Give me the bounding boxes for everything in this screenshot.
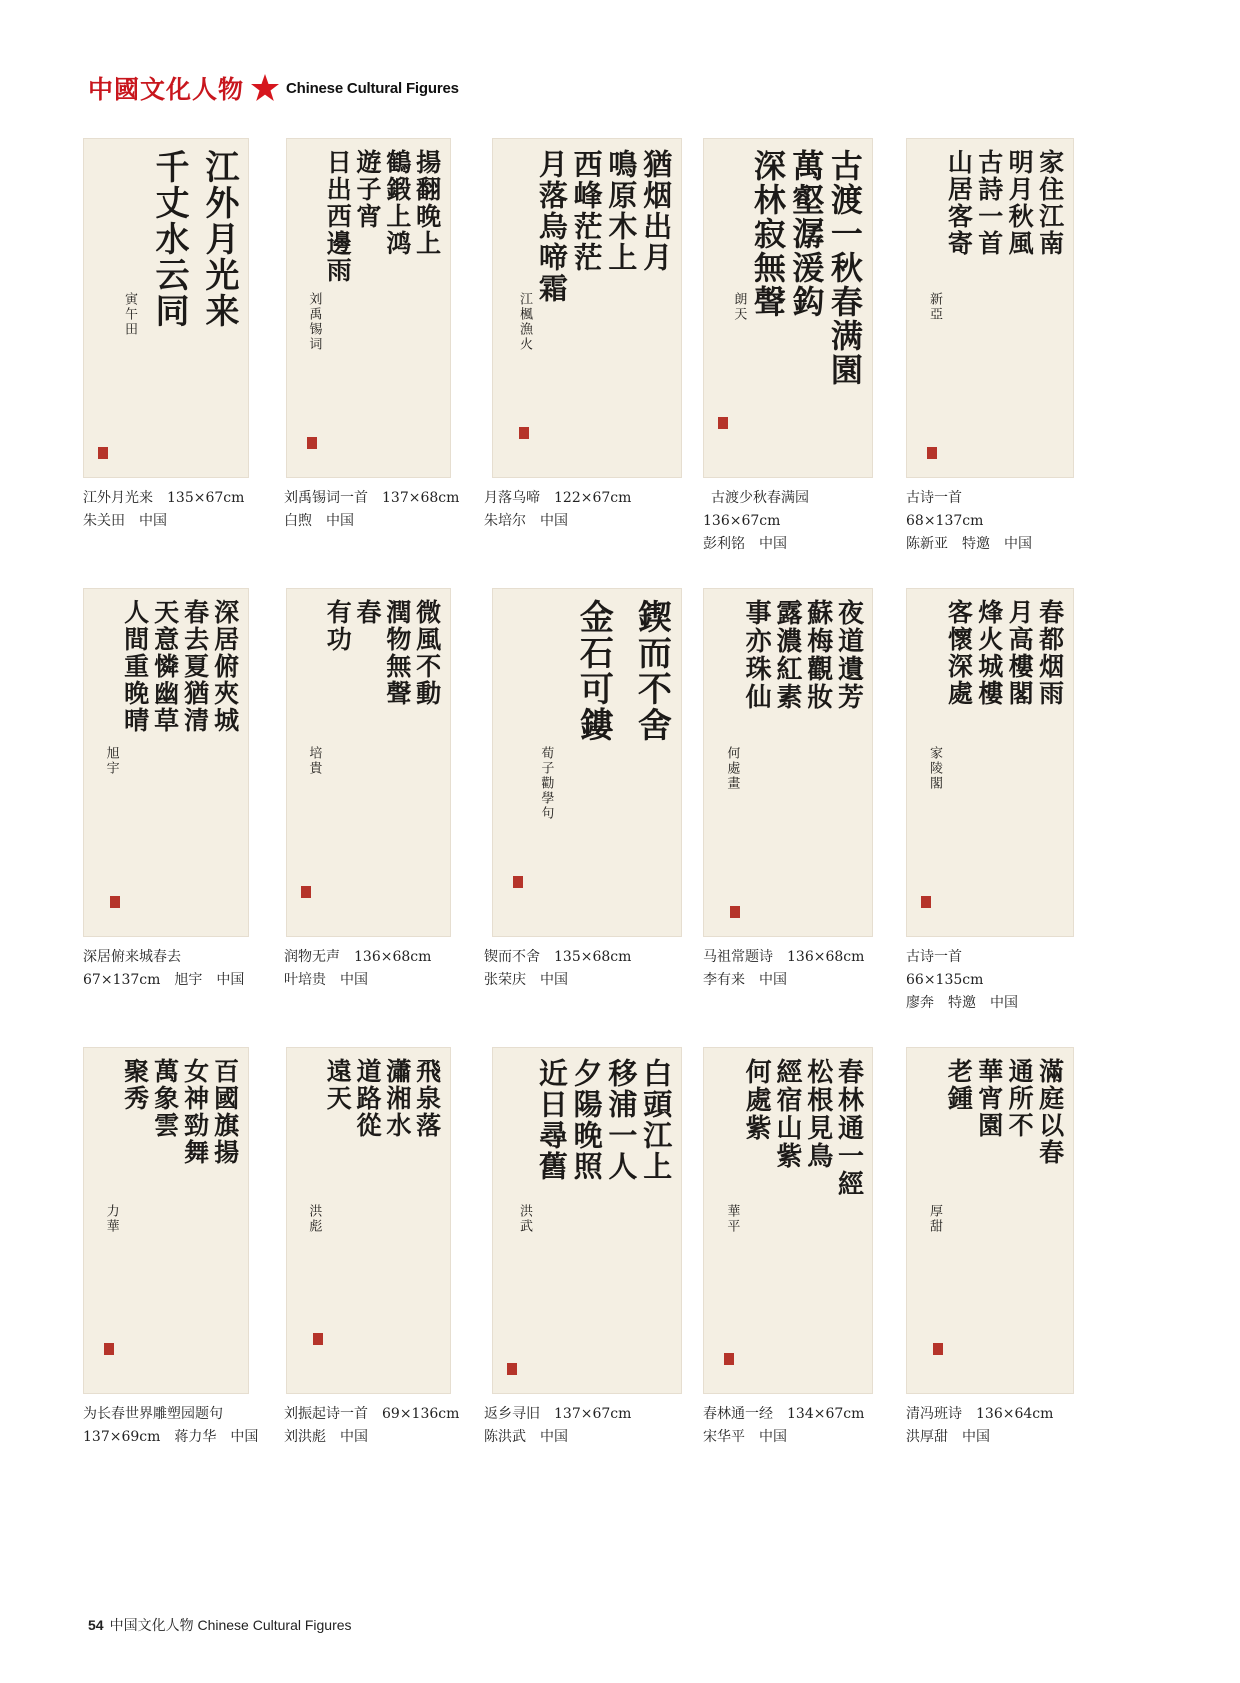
calligraphy-column: 百國旗揚 xyxy=(210,1058,240,1166)
artwork-caption-line xyxy=(703,968,787,992)
artwork-caption-line xyxy=(83,486,244,510)
calligraphy-signature: 旭宇 xyxy=(103,746,119,777)
calligraphy-scroll-image xyxy=(492,138,682,478)
artwork-caption-line xyxy=(484,486,631,510)
calligraphy-column: 鳴原木上 xyxy=(604,149,639,273)
artwork-caption-line xyxy=(906,1425,990,1449)
artwork-caption-line xyxy=(703,1402,864,1426)
calligraphy-column: 鍥而不舍 xyxy=(631,599,672,743)
calligraphy-column: 瀟湘水 xyxy=(382,1058,412,1139)
calligraphy-scroll-image xyxy=(286,138,451,478)
calligraphy-column: 蘇梅觀妝 xyxy=(802,599,833,711)
artist-country: 中国 xyxy=(759,536,787,552)
calligraphy-scroll-image xyxy=(83,1047,249,1394)
artwork-title: 润物无声 xyxy=(284,949,340,965)
red-seal-stamp xyxy=(98,447,108,459)
artist-note: 特邀 xyxy=(962,536,990,552)
artist-country: 中国 xyxy=(340,1429,368,1445)
artwork-size: 67×137cm xyxy=(83,972,161,988)
artist-name: 白煦 xyxy=(284,513,312,529)
artwork-caption-line xyxy=(703,509,780,533)
calligraphy-column: 猶烟出月 xyxy=(639,149,674,273)
calligraphy-column: 江外月光来 xyxy=(199,149,239,329)
artist-name: 张荣庆 xyxy=(484,972,526,988)
artwork-size: 68×137cm xyxy=(906,513,984,529)
artist-name: 宋华平 xyxy=(703,1429,745,1445)
artwork-title: 清冯班诗 xyxy=(906,1406,962,1422)
calligraphy-column: 事亦珠仙 xyxy=(741,599,772,711)
artwork-size: 122×67cm xyxy=(554,490,632,506)
calligraphy-scroll-image xyxy=(906,588,1074,937)
calligraphy-column: 夕陽晚照 xyxy=(569,1058,604,1182)
artist-country: 中国 xyxy=(540,1429,568,1445)
calligraphy-signature: 江楓漁火 xyxy=(517,292,533,352)
artwork-caption-line xyxy=(906,509,983,533)
artist-note: 特邀 xyxy=(948,995,976,1011)
artwork-caption-line xyxy=(284,509,354,533)
artwork-title: 古诗一首 xyxy=(906,949,962,965)
red-seal-stamp xyxy=(730,906,740,918)
calligraphy-signature: 荀子勸學句 xyxy=(538,746,554,822)
red-seal-stamp xyxy=(313,1333,323,1345)
footer-text: 中国文化人物 Chinese Cultural Figures xyxy=(109,1617,352,1633)
artwork-size: 66×135cm xyxy=(906,972,984,988)
calligraphy-column: 春林通一經 xyxy=(833,1058,864,1198)
calligraphy-column: 飛泉落 xyxy=(412,1058,442,1139)
artist-country: 中国 xyxy=(540,972,568,988)
artwork-title: 古诗一首 xyxy=(906,490,962,506)
artist-name: 陈新亚 xyxy=(906,536,948,552)
calligraphy-signature: 何處畫 xyxy=(724,746,740,792)
artwork-caption-line xyxy=(484,1425,568,1449)
artwork-title: 刘振起诗一首 xyxy=(284,1406,368,1422)
calligraphy-scroll-image xyxy=(703,588,873,937)
artist-name: 陈洪武 xyxy=(484,1429,526,1445)
calligraphy-column: 老鍾 xyxy=(944,1058,974,1112)
artwork-size: 136×68cm xyxy=(787,949,865,965)
artist-name: 蒋力华 xyxy=(174,1429,217,1445)
calligraphy-column: 萬象雲 xyxy=(150,1058,180,1139)
artist-country: 中国 xyxy=(1004,536,1032,552)
artwork-title: 江外月光来 xyxy=(83,490,153,506)
artist-country: 中国 xyxy=(759,1429,787,1445)
calligraphy-column: 明月秋風 xyxy=(1005,149,1035,257)
calligraphy-signature: 力華 xyxy=(103,1204,119,1235)
artwork-size: 137×67cm xyxy=(554,1406,632,1422)
calligraphy-column: 揚翻晚上 xyxy=(412,149,442,257)
artwork-caption-line xyxy=(703,532,787,556)
artwork-title: 马祖常题诗 xyxy=(703,949,773,965)
artwork-caption-line xyxy=(83,968,244,992)
artwork-caption-line xyxy=(906,991,1018,1015)
artist-country: 中国 xyxy=(990,995,1018,1011)
artwork-size: 137×68cm xyxy=(382,490,460,506)
calligraphy-scroll-image xyxy=(906,138,1074,478)
calligraphy-signature: 刘禹锡词 xyxy=(306,292,322,352)
artwork-title: 刘禹锡词一首 xyxy=(284,490,368,506)
calligraphy-column: 西峰茫茫 xyxy=(569,149,604,273)
artist-name: 李有来 xyxy=(703,972,745,988)
artwork-caption-line xyxy=(284,1402,459,1426)
artwork-caption-line xyxy=(83,509,167,533)
artist-country: 中国 xyxy=(216,972,245,988)
artwork-caption-line xyxy=(484,509,568,533)
red-seal-stamp xyxy=(718,417,728,429)
calligraphy-column: 遠天 xyxy=(323,1058,353,1112)
calligraphy-column: 滿庭以春 xyxy=(1035,1058,1065,1166)
calligraphy-column: 金石可鏤 xyxy=(573,599,614,743)
calligraphy-column: 人間重晚晴 xyxy=(120,599,150,734)
artwork-size: 135×68cm xyxy=(554,949,632,965)
page-number: 54 xyxy=(88,1617,104,1633)
calligraphy-column: 移浦一人 xyxy=(604,1058,639,1182)
red-star-icon xyxy=(250,73,280,103)
calligraphy-scroll-image xyxy=(703,138,873,478)
calligraphy-column: 古詩一首 xyxy=(974,149,1004,257)
calligraphy-column: 春都烟雨 xyxy=(1035,599,1065,707)
calligraphy-column: 春 xyxy=(353,599,383,626)
calligraphy-column: 天意憐幽草 xyxy=(150,599,180,734)
calligraphy-column: 何處紫 xyxy=(741,1058,772,1142)
calligraphy-column: 日出西邊雨 xyxy=(323,149,353,284)
calligraphy-column: 深林寂無聲 xyxy=(748,149,787,319)
calligraphy-signature: 新亞 xyxy=(926,292,942,322)
calligraphy-column: 家住江南 xyxy=(1035,149,1065,257)
calligraphy-signature: 洪武 xyxy=(517,1204,533,1235)
red-seal-stamp xyxy=(307,437,317,449)
calligraphy-column: 春去夏猶清 xyxy=(180,599,210,734)
calligraphy-column: 經宿山紫 xyxy=(771,1058,802,1170)
artwork-caption-line xyxy=(906,968,983,992)
calligraphy-column: 露濃紅素 xyxy=(771,599,802,711)
calligraphy-column: 深居俯夾城 xyxy=(210,599,240,734)
red-seal-stamp xyxy=(519,427,529,439)
artist-name: 朱培尔 xyxy=(484,513,526,529)
calligraphy-column: 白頭江上 xyxy=(639,1058,674,1182)
artwork-caption-line xyxy=(284,945,431,969)
artist-country: 中国 xyxy=(230,1429,259,1445)
artist-name: 朱关田 xyxy=(83,513,125,529)
calligraphy-scroll-image xyxy=(286,1047,451,1394)
calligraphy-column: 通所不 xyxy=(1005,1058,1035,1139)
artwork-size: 136×67cm xyxy=(703,513,781,529)
artist-country: 中国 xyxy=(139,513,167,529)
calligraphy-scroll-image xyxy=(703,1047,873,1394)
calligraphy-signature: 華平 xyxy=(724,1204,740,1235)
magazine-title-cn: 中國文化人物 xyxy=(88,75,245,104)
magazine-title-en: Chinese Cultural Figures xyxy=(286,79,459,97)
artwork-caption-line xyxy=(703,1425,787,1449)
artwork-size: 136×68cm xyxy=(354,949,432,965)
artist-name: 彭利铭 xyxy=(703,536,745,552)
red-seal-stamp xyxy=(104,1343,114,1355)
artist-name: 洪厚甜 xyxy=(906,1429,948,1445)
artwork-title: 返乡寻旧 xyxy=(484,1406,540,1422)
artist-name: 叶培贵 xyxy=(284,972,326,988)
calligraphy-column: 鶴鍛上鸿 xyxy=(382,149,412,257)
page-footer xyxy=(88,1615,352,1635)
calligraphy-column: 女神勁舞 xyxy=(180,1058,210,1166)
calligraphy-column: 山居客寄 xyxy=(944,149,974,257)
artwork-caption-line xyxy=(703,945,864,969)
calligraphy-column: 月落烏啼霜 xyxy=(534,149,569,304)
red-seal-stamp xyxy=(933,1343,943,1355)
calligraphy-scroll-image xyxy=(83,138,249,478)
artwork-caption-line xyxy=(484,968,568,992)
calligraphy-scroll-image xyxy=(83,588,249,937)
artwork-caption-line xyxy=(906,945,962,969)
artist-name: 刘洪彪 xyxy=(284,1429,326,1445)
artwork-caption-line xyxy=(906,532,1032,556)
red-seal-stamp xyxy=(724,1353,734,1365)
calligraphy-column: 古渡一秋春满園 xyxy=(825,149,864,387)
artist-country: 中国 xyxy=(540,513,568,529)
red-seal-stamp xyxy=(927,447,937,459)
artist-country: 中国 xyxy=(759,972,787,988)
artwork-title: 锲而不舍 xyxy=(484,949,540,965)
calligraphy-column: 華宵園 xyxy=(974,1058,1004,1139)
calligraphy-scroll-image xyxy=(492,1047,682,1394)
calligraphy-column: 潤物無聲 xyxy=(382,599,412,707)
calligraphy-signature: 朗天 xyxy=(731,292,747,322)
artwork-size: 137×69cm xyxy=(83,1429,161,1445)
calligraphy-signature: 家陵閣 xyxy=(926,746,942,792)
calligraphy-signature: 培貴 xyxy=(306,746,322,777)
calligraphy-column: 千丈水云同 xyxy=(149,149,189,329)
calligraphy-column: 道路從 xyxy=(353,1058,383,1139)
calligraphy-scroll-image xyxy=(286,588,451,937)
artwork-size: 134×67cm xyxy=(787,1406,865,1422)
red-seal-stamp xyxy=(507,1363,517,1375)
artwork-title: 为长春世界雕塑园题句 xyxy=(83,1406,223,1422)
artwork-caption-line xyxy=(83,1425,258,1449)
calligraphy-column: 萬壑潺湲鈎 xyxy=(787,149,826,319)
calligraphy-column: 有功 xyxy=(323,599,353,653)
artwork-caption-line xyxy=(284,486,459,510)
artwork-size: 69×136cm xyxy=(382,1406,460,1422)
artist-name: 旭宇 xyxy=(174,972,203,988)
artwork-caption-line xyxy=(83,1402,223,1426)
calligraphy-column: 烽火城樓 xyxy=(974,599,1004,707)
calligraphy-column: 近日尋舊 xyxy=(534,1058,569,1182)
artwork-title: 古渡少秋春满园 xyxy=(711,490,809,506)
calligraphy-column: 微風不動 xyxy=(412,599,442,707)
artist-name: 廖奔 xyxy=(906,995,934,1011)
calligraphy-column: 月高樓閣 xyxy=(1005,599,1035,707)
red-seal-stamp xyxy=(110,896,120,908)
calligraphy-column: 遊子宵 xyxy=(353,149,383,230)
calligraphy-scroll-image xyxy=(906,1047,1074,1394)
calligraphy-scroll-image xyxy=(492,588,682,937)
artist-country: 中国 xyxy=(962,1429,990,1445)
artwork-title: 月落乌啼 xyxy=(484,490,540,506)
red-seal-stamp xyxy=(921,896,931,908)
artwork-caption-line xyxy=(284,1425,368,1449)
masthead xyxy=(88,70,459,106)
artwork-title: 深居俯来城春去 xyxy=(83,949,181,965)
calligraphy-column: 客懷深處 xyxy=(944,599,974,707)
calligraphy-column: 松根見鳥 xyxy=(802,1058,833,1170)
red-seal-stamp xyxy=(513,876,523,888)
artwork-caption-line xyxy=(83,945,181,969)
artwork-caption-line xyxy=(906,486,962,510)
calligraphy-column: 聚秀 xyxy=(120,1058,150,1112)
artwork-size: 135×67cm xyxy=(167,490,245,506)
calligraphy-signature: 厚甜 xyxy=(926,1204,942,1235)
artist-country: 中国 xyxy=(326,513,354,529)
artwork-caption-line xyxy=(711,486,809,510)
red-seal-stamp xyxy=(301,886,311,898)
artwork-caption-line xyxy=(484,945,631,969)
artwork-title: 春林通一经 xyxy=(703,1406,773,1422)
artist-country: 中国 xyxy=(340,972,368,988)
calligraphy-column: 夜道遺芳 xyxy=(833,599,864,711)
artwork-caption-line xyxy=(284,968,368,992)
artwork-size: 136×64cm xyxy=(976,1406,1054,1422)
artwork-caption-line xyxy=(484,1402,631,1426)
calligraphy-signature: 洪彪 xyxy=(306,1204,322,1235)
artwork-caption-line xyxy=(906,1402,1053,1426)
calligraphy-signature: 寅午田 xyxy=(122,292,137,337)
